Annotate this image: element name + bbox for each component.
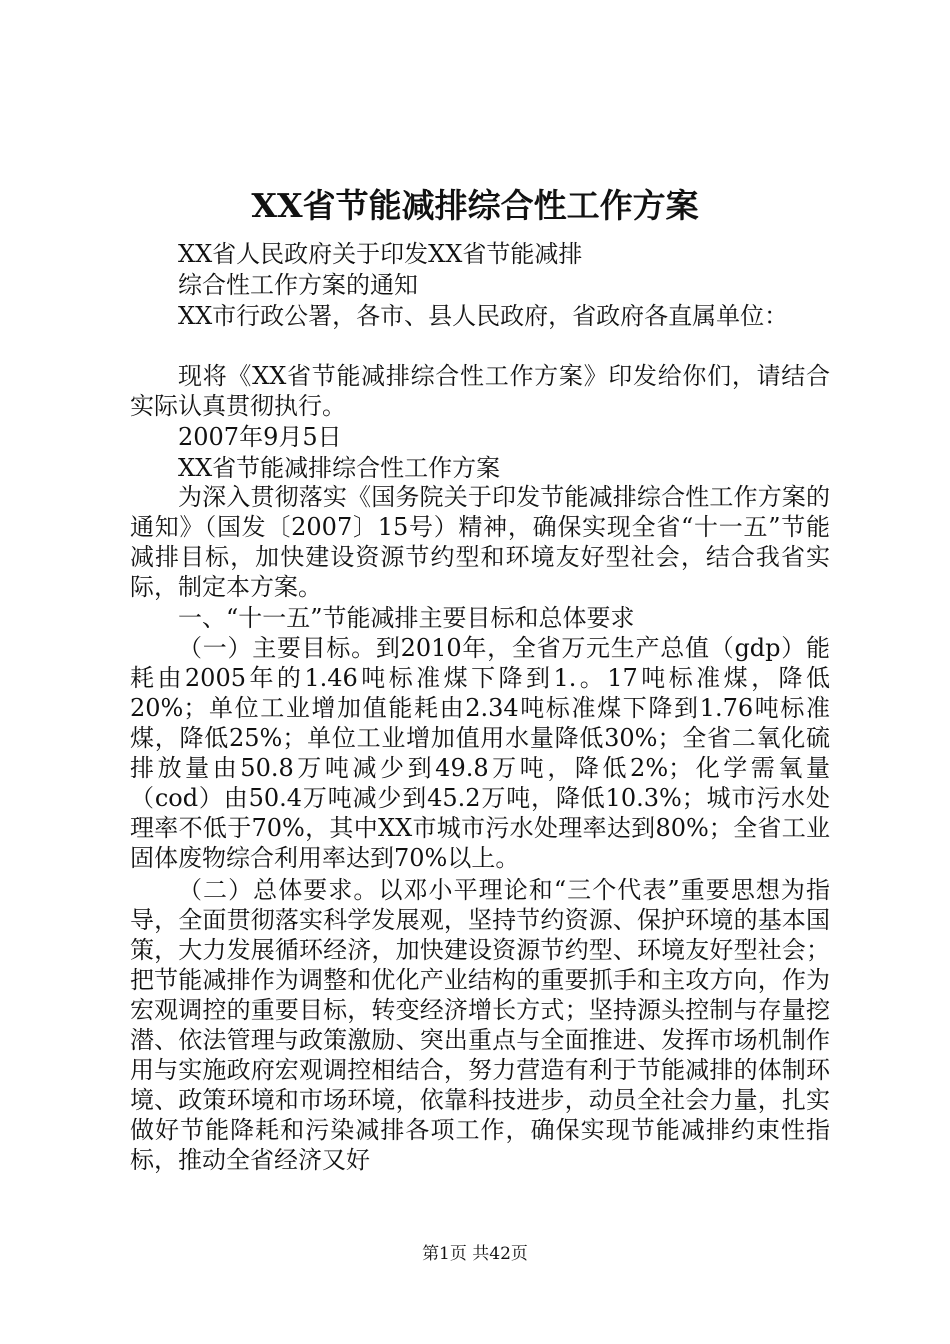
preamble-paragraph: 为深入贯彻落实《国务院关于印发节能减排综合性工作方案的通知》（国发〔2007〕15号）精神，确保实现全省“十一五”节能减排目标，加快建设资源节约型和环境友好型社会，结合我省实际，制定本方案。 [130, 483, 830, 601]
notice-title-line-1: XX省人民政府关于印发XX省节能减排 [178, 240, 583, 268]
notice-title-line-2: 综合性工作方案的通知 [178, 271, 418, 299]
main-goals-paragraph: （一）主要目标。到2010年，全省万元生产总值（gdp）能耗由2005年的1.46吨标准煤下降到1.。17吨标准煤，降低20%；单位工业增加值能耗由2.34吨标准煤下降到1.76吨标准煤，降低25%；单位工业增加值用水量降低30%；全省二氧化硫排放量由50.8万吨减少到49.8万吨，降低2%；化学需氧量（cod）由50.4万吨减少到45.2万吨，降低10.3%；城市污水处理率不低于70%，其中XX市城市污水处理率达到80%；全省工业固体废物综合利用率达到70%以上。 [130, 634, 830, 872]
addressee-line: XX市行政公署，各市、县人民政府，省政府各直属单位： [178, 302, 789, 330]
intro-paragraph: 现将《XX省节能减排综合性工作方案》印发给你们，请结合实际认真贯彻执行。 [130, 362, 830, 420]
section-heading: 一、“十一五”节能减排主要目标和总体要求 [178, 604, 635, 632]
plan-title: XX省节能减排综合性工作方案 [178, 454, 501, 482]
issue-date: 2007年9月5日 [178, 423, 342, 451]
page-indicator: 第1页 共42页 [422, 1244, 528, 1264]
document-title: XX省节能减排综合性工作方案 [251, 186, 699, 225]
general-requirements-paragraph: （二）总体要求。以邓小平理论和“三个代表”重要思想为指导，全面贯彻落实科学发展观，坚持节约资源、保护环境的基本国策，大力发展循环经济，加快建设资源节约型、环境友好型社会；把节能减排作为调整和优化产业结构的重要抓手和主攻方向，作为宏观调控的重要目标，转变经济增长方式；坚持源头控制与存量挖潜、依法管理与政策激励、突出重点与全面推进、发挥市场机制作用与实施政府宏观调控相结合，努力营造有利于节能减排的体制环境、政策环境和市场环境，依靠科技进步，动员全社会力量，扎实做好节能降耗和污染减排各项工作，确保实现节能减排约束性指标，推动全省经济又好 [130, 876, 830, 1174]
